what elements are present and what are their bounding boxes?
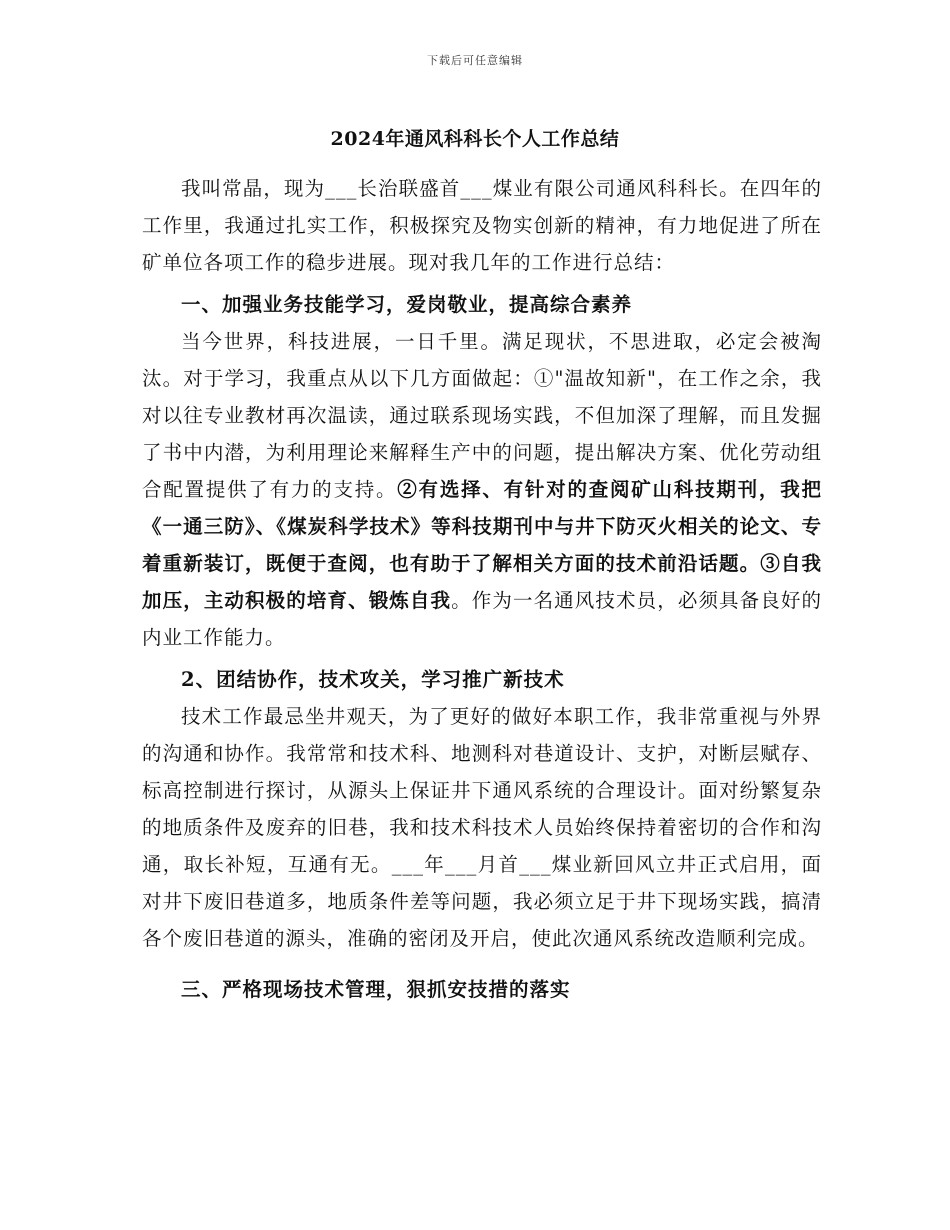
section-1-text-regular: 当今世界，科技进展，一日千里。满足现状，不思进取，必定会被淘汰。对于学习，我重点从以下几方面做起：①"温故知新"，在工作之余，我对以往专业教材再次温读，通过联系现场实践，不但加深了理解，而且发掘了书中内潜，为利用理论来解释生产中的问题，提出解决方案、优化劳动组合配置提供了有力的支持。	[142, 330, 822, 501]
section-2-heading: 2、团结协作，技术攻关，学习推广新技术	[181, 668, 565, 691]
document-body	[142, 170, 822, 1008]
intro-paragraph: 我叫常晶，现为___长治联盛首___煤业有限公司通风科科长。在四年的工作里，我通过扎实工作，积极探究及物实创新的精神，有力地促进了所在矿单位各项工作的稳步进展。现对我几年的工作进行总结：	[142, 177, 822, 274]
document-title: 2024年通风科科长个人工作总结	[330, 128, 620, 150]
page-header-note: 下载后可任意编辑	[427, 54, 523, 67]
section-1-text-tail: 。作为一名通风技术员，必须具备良好的内业工作能力。	[142, 589, 822, 649]
section-1-heading: 一、加强业务技能学习，爱岗敬业，提高综合素养	[181, 293, 633, 316]
section-2-paragraph: 技术工作最忌坐井观天，为了更好的做好本职工作，我非常重视与外界的沟通和协作。我常常和技术科、地测科对巷道设计、支护，对断层赋存、标高控制进行探讨，从源头上保证井下通风系统的合理设计。面对纷繁复杂的地质条件及废弃的旧巷，我和技术科技术人员始终保持着密切的合作和沟通，取长补短，互通有无。___年___月首___煤业新回风立井正式启用，面对井下废旧巷道多，地质条件差等问题，我必须立足于井下现场实践，搞清各个废旧巷道的源头，准确的密闭及开启，使此次通风系统改造顺利完成。	[142, 705, 822, 950]
section-1-paragraph	[142, 323, 822, 656]
section-3-heading: 三、严格现场技术管理，狠抓安技措的落实	[181, 978, 571, 1001]
section-1-text-bold: ②有选择、有针对的查阅矿山科技期刊，我把《一通三防》、《煤炭科学技术》等科技期刊中与井下防灭火相关的论文、专着重新装订，既便于查阅，也有助于了解相关方面的技术前沿话题。③自我加压，主动积极的培育、锻炼自我	[142, 478, 822, 612]
